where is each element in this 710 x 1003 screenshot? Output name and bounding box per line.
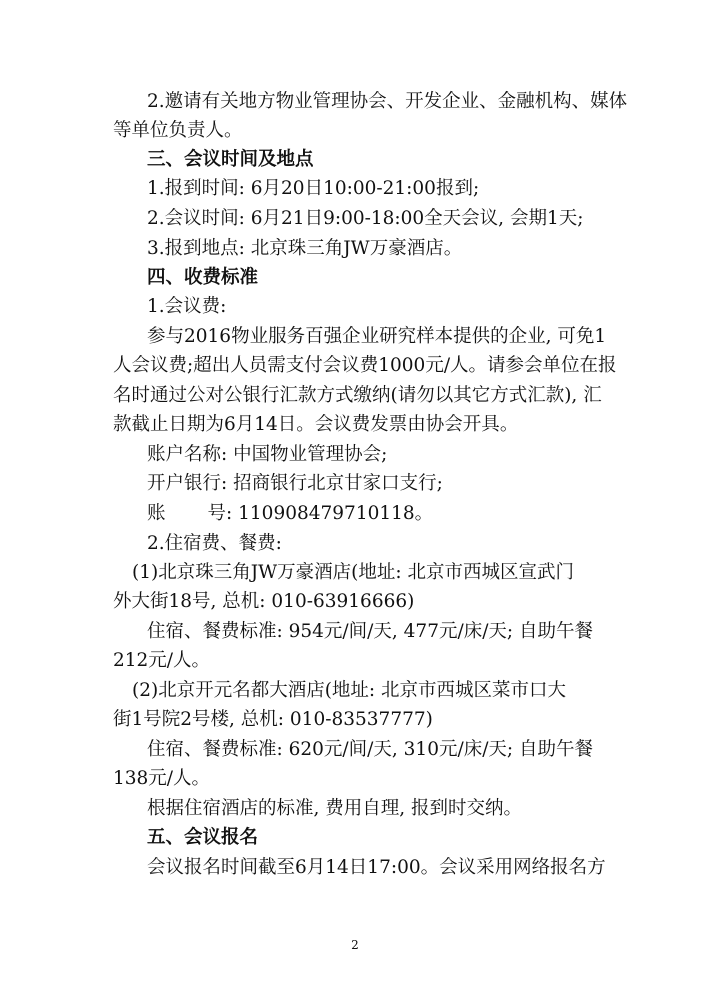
body-text-line: 212元/人。 — [113, 650, 211, 671]
body-text-line: 开户银行: 招商银行北京甘家口支行; — [147, 473, 443, 494]
body-text-line: 等单位负责人。 — [113, 120, 243, 141]
body-text-line: 人会议费;超出人员需支付会议费1000元/人。请参会单位在报 — [113, 355, 617, 376]
account-label: 账 — [147, 503, 166, 524]
account-number: 号: 110908479710118。 — [207, 503, 434, 524]
body-text-line: 会议报名时间截至6月14日17:00。会议采用网络报名方 — [147, 857, 606, 878]
page-number: 2 — [351, 938, 359, 952]
body-text-line: 根据住宿酒店的标准, 费用自理, 报到时交纳。 — [147, 798, 523, 819]
body-text-line: 1.会议费: — [147, 296, 227, 317]
body-text-line: (2)北京开元名都大酒店(地址: 北京市西城区菜市口大 — [132, 680, 567, 701]
body-text-line: 1.报到时间: 6月20日10:00-21:00报到; — [147, 178, 480, 199]
body-text-line: 3.报到地点: 北京珠三角JW万豪酒店。 — [147, 238, 463, 259]
body-text-line: 2.住宿费、餐费: — [147, 533, 282, 554]
account-number-line — [147, 500, 647, 528]
body-text-line: 账户名称: 中国物业管理协会; — [147, 444, 388, 465]
section-heading: 三、会议时间及地点 — [147, 149, 314, 170]
body-text-line: 街1号院2号楼, 总机: 010-83537777) — [113, 709, 433, 730]
body-text-line: 款截止日期为6月14日。会议费发票由协会开具。 — [113, 414, 519, 435]
section-heading: 四、收费标准 — [147, 267, 259, 288]
body-text-line: 138元/人。 — [113, 768, 211, 789]
body-text-line: (1)北京珠三角JW万豪酒店(地址: 北京市西城区宣武门 — [132, 562, 574, 583]
body-text-line: 住宿、餐费标准: 954元/间/天, 477元/床/天; 自助午餐 — [147, 621, 594, 642]
body-text-line: 2.邀请有关地方物业管理协会、开发企业、金融机构、媒体 — [147, 91, 628, 112]
body-text-line: 参与2016物业服务百强企业研究样本提供的企业, 可免1 — [147, 326, 607, 347]
body-text-line: 住宿、餐费标准: 620元/间/天, 310元/床/天; 自助午餐 — [147, 739, 594, 760]
body-text-line: 名时通过公对公银行汇款方式缴纳(请勿以其它方式汇款), 汇 — [113, 385, 602, 406]
section-heading: 五、会议报名 — [147, 827, 259, 848]
body-text-line: 外大街18号, 总机: 010-63916666) — [113, 591, 415, 612]
body-text-line: 2.会议时间: 6月21日9:00-18:00全天会议, 会期1天; — [147, 208, 584, 229]
